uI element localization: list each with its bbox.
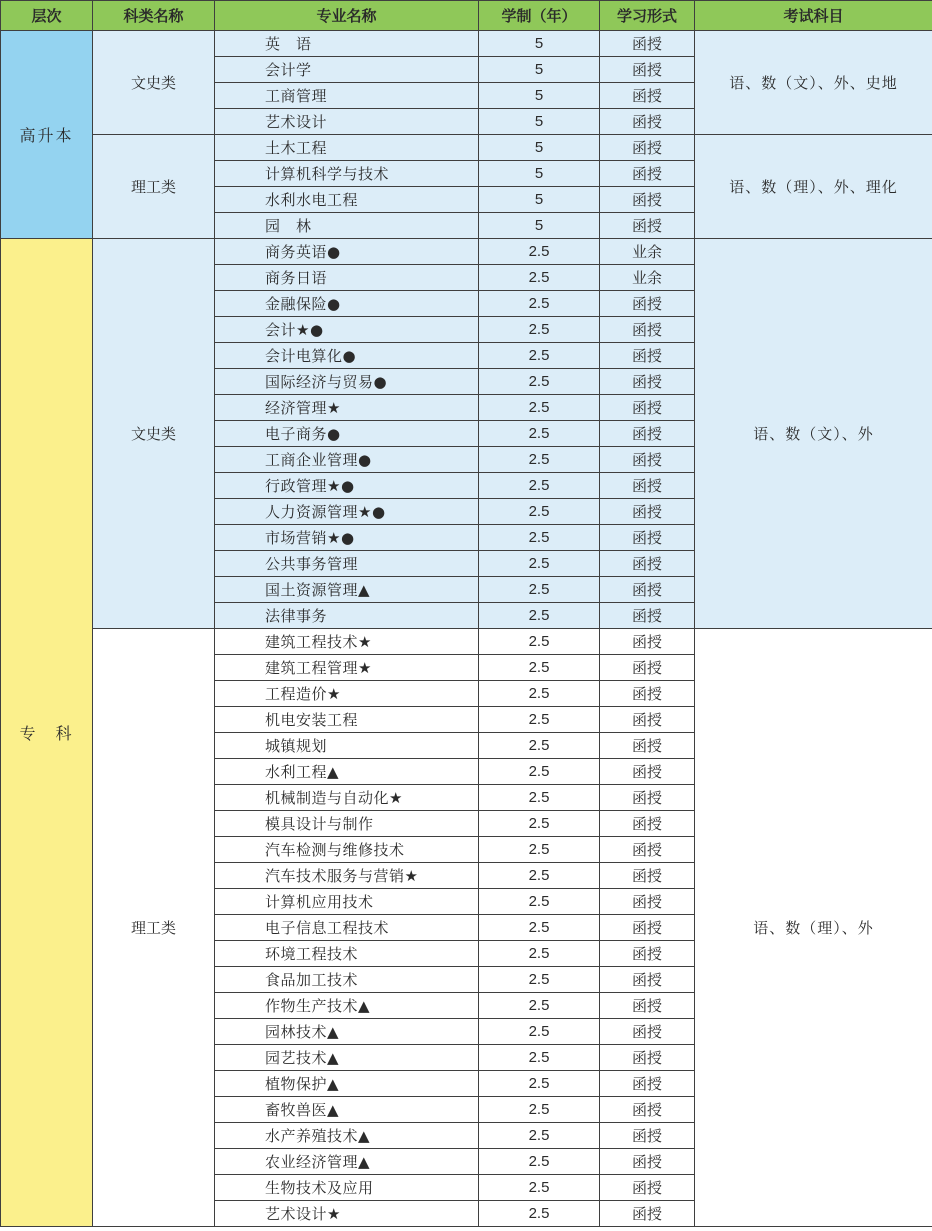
major-name-cell: 环境工程技术	[215, 941, 479, 967]
years-cell: 2.5	[479, 265, 600, 291]
table-row	[1, 629, 932, 655]
years-cell: 2.5	[479, 239, 600, 265]
years-cell: 5	[479, 161, 600, 187]
years-cell: 2.5	[479, 395, 600, 421]
years-cell: 2.5	[479, 291, 600, 317]
years-cell: 2.5	[479, 655, 600, 681]
study-mode-cell: 函授	[600, 421, 695, 447]
exam-subjects-cell: 语、数（理）、外、理化	[695, 135, 932, 239]
years-cell: 2.5	[479, 551, 600, 577]
years-cell: 2.5	[479, 707, 600, 733]
major-name-cell: 食品加工技术	[215, 967, 479, 993]
major-name-cell: 市场营销★●	[215, 525, 479, 551]
years-cell: 2.5	[479, 577, 600, 603]
study-mode-cell: 函授	[600, 291, 695, 317]
header-category: 科类名称	[93, 1, 215, 31]
major-name-cell: 艺术设计★	[215, 1201, 479, 1227]
study-mode-cell: 函授	[600, 707, 695, 733]
study-mode-cell: 函授	[600, 369, 695, 395]
years-cell: 2.5	[479, 421, 600, 447]
years-cell: 2.5	[479, 811, 600, 837]
header-exam: 考试科目	[695, 1, 932, 31]
study-mode-cell: 函授	[600, 135, 695, 161]
years-cell: 5	[479, 135, 600, 161]
major-name-cell: 机电安装工程	[215, 707, 479, 733]
years-cell: 5	[479, 31, 600, 57]
category-cell: 文史类	[93, 239, 215, 629]
major-name-cell: 城镇规划	[215, 733, 479, 759]
study-mode-cell: 函授	[600, 317, 695, 343]
study-mode-cell: 函授	[600, 1149, 695, 1175]
study-mode-cell: 函授	[600, 525, 695, 551]
years-cell: 2.5	[479, 343, 600, 369]
years-cell: 2.5	[479, 1097, 600, 1123]
level-cell: 高升本	[1, 31, 93, 239]
study-mode-cell: 函授	[600, 681, 695, 707]
years-cell: 2.5	[479, 1123, 600, 1149]
years-cell: 2.5	[479, 447, 600, 473]
study-mode-cell: 函授	[600, 967, 695, 993]
study-mode-cell: 函授	[600, 343, 695, 369]
study-mode-cell: 函授	[600, 447, 695, 473]
study-mode-cell: 函授	[600, 473, 695, 499]
years-cell: 2.5	[479, 473, 600, 499]
study-mode-cell: 函授	[600, 1071, 695, 1097]
study-mode-cell: 函授	[600, 187, 695, 213]
major-name-cell: 汽车技术服务与营销★	[215, 863, 479, 889]
major-name-cell: 国际经济与贸易●	[215, 369, 479, 395]
years-cell: 2.5	[479, 759, 600, 785]
table-row	[1, 135, 932, 161]
header-major: 专业名称	[215, 1, 479, 31]
header-mode: 学习形式	[600, 1, 695, 31]
major-name-cell: 汽车检测与维修技术	[215, 837, 479, 863]
major-name-cell: 水产养殖技术▲	[215, 1123, 479, 1149]
study-mode-cell: 业余	[600, 239, 695, 265]
study-mode-cell: 函授	[600, 395, 695, 421]
major-name-cell: 电子商务●	[215, 421, 479, 447]
major-name-cell: 计算机应用技术	[215, 889, 479, 915]
header-years: 学制（年）	[479, 1, 600, 31]
major-name-cell: 英 语	[215, 31, 479, 57]
years-cell: 2.5	[479, 1175, 600, 1201]
years-cell: 2.5	[479, 993, 600, 1019]
major-name-cell: 建筑工程管理★	[215, 655, 479, 681]
major-name-cell: 会计学	[215, 57, 479, 83]
years-cell: 2.5	[479, 317, 600, 343]
study-mode-cell: 函授	[600, 1201, 695, 1227]
study-mode-cell: 函授	[600, 785, 695, 811]
major-name-cell: 园艺技术▲	[215, 1045, 479, 1071]
major-name-cell: 水利水电工程	[215, 187, 479, 213]
major-name-cell: 艺术设计	[215, 109, 479, 135]
major-name-cell: 工程造价★	[215, 681, 479, 707]
years-cell: 2.5	[479, 733, 600, 759]
years-cell: 2.5	[479, 941, 600, 967]
study-mode-cell: 函授	[600, 1097, 695, 1123]
study-mode-cell: 函授	[600, 57, 695, 83]
years-cell: 2.5	[479, 1045, 600, 1071]
major-name-cell: 经济管理★	[215, 395, 479, 421]
category-cell: 理工类	[93, 629, 215, 1227]
years-cell: 2.5	[479, 1201, 600, 1227]
years-cell: 2.5	[479, 681, 600, 707]
major-name-cell: 工商管理	[215, 83, 479, 109]
study-mode-cell: 函授	[600, 863, 695, 889]
study-mode-cell: 函授	[600, 109, 695, 135]
level-cell: 专 科	[1, 239, 93, 1227]
table-body	[1, 31, 932, 1227]
category-cell: 理工类	[93, 135, 215, 239]
study-mode-cell: 函授	[600, 31, 695, 57]
major-name-cell: 作物生产技术▲	[215, 993, 479, 1019]
major-name-cell: 园 林	[215, 213, 479, 239]
years-cell: 2.5	[479, 603, 600, 629]
major-name-cell: 建筑工程技术★	[215, 629, 479, 655]
major-name-cell: 农业经济管理▲	[215, 1149, 479, 1175]
exam-subjects-cell: 语、数（文）、外	[695, 239, 932, 629]
years-cell: 5	[479, 187, 600, 213]
category-cell: 文史类	[93, 31, 215, 135]
exam-subjects-cell: 语、数（文）、外、史地	[695, 31, 932, 135]
study-mode-cell: 函授	[600, 551, 695, 577]
major-name-cell: 计算机科学与技术	[215, 161, 479, 187]
header-row	[1, 1, 932, 31]
years-cell: 2.5	[479, 785, 600, 811]
study-mode-cell: 函授	[600, 629, 695, 655]
years-cell: 2.5	[479, 525, 600, 551]
study-mode-cell: 函授	[600, 733, 695, 759]
years-cell: 2.5	[479, 889, 600, 915]
study-mode-cell: 函授	[600, 1019, 695, 1045]
study-mode-cell: 函授	[600, 161, 695, 187]
study-mode-cell: 函授	[600, 1123, 695, 1149]
years-cell: 2.5	[479, 967, 600, 993]
table-row	[1, 31, 932, 57]
years-cell: 2.5	[479, 863, 600, 889]
table-row	[1, 239, 932, 265]
major-name-cell: 法律事务	[215, 603, 479, 629]
study-mode-cell: 函授	[600, 83, 695, 109]
study-mode-cell: 函授	[600, 213, 695, 239]
exam-subjects-cell: 语、数（理）、外	[695, 629, 932, 1227]
years-cell: 5	[479, 213, 600, 239]
study-mode-cell: 函授	[600, 889, 695, 915]
major-name-cell: 工商企业管理●	[215, 447, 479, 473]
years-cell: 5	[479, 83, 600, 109]
major-name-cell: 人力资源管理★●	[215, 499, 479, 525]
years-cell: 2.5	[479, 1071, 600, 1097]
study-mode-cell: 业余	[600, 265, 695, 291]
study-mode-cell: 函授	[600, 811, 695, 837]
major-name-cell: 园林技术▲	[215, 1019, 479, 1045]
major-name-cell: 水利工程▲	[215, 759, 479, 785]
major-name-cell: 金融保险●	[215, 291, 479, 317]
study-mode-cell: 函授	[600, 655, 695, 681]
years-cell: 2.5	[479, 837, 600, 863]
years-cell: 2.5	[479, 629, 600, 655]
major-name-cell: 电子信息工程技术	[215, 915, 479, 941]
study-mode-cell: 函授	[600, 499, 695, 525]
major-name-cell: 畜牧兽医▲	[215, 1097, 479, 1123]
major-name-cell: 国土资源管理▲	[215, 577, 479, 603]
study-mode-cell: 函授	[600, 603, 695, 629]
study-mode-cell: 函授	[600, 1045, 695, 1071]
years-cell: 2.5	[479, 499, 600, 525]
years-cell: 5	[479, 57, 600, 83]
study-mode-cell: 函授	[600, 915, 695, 941]
study-mode-cell: 函授	[600, 837, 695, 863]
study-mode-cell: 函授	[600, 1175, 695, 1201]
years-cell: 2.5	[479, 369, 600, 395]
header-level: 层次	[1, 1, 93, 31]
major-name-cell: 模具设计与制作	[215, 811, 479, 837]
study-mode-cell: 函授	[600, 577, 695, 603]
study-mode-cell: 函授	[600, 941, 695, 967]
major-name-cell: 土木工程	[215, 135, 479, 161]
study-mode-cell: 函授	[600, 993, 695, 1019]
major-name-cell: 会计★●	[215, 317, 479, 343]
major-name-cell: 植物保护▲	[215, 1071, 479, 1097]
years-cell: 2.5	[479, 1019, 600, 1045]
major-name-cell: 行政管理★●	[215, 473, 479, 499]
major-name-cell: 商务日语	[215, 265, 479, 291]
major-name-cell: 生物技术及应用	[215, 1175, 479, 1201]
major-name-cell: 会计电算化●	[215, 343, 479, 369]
years-cell: 5	[479, 109, 600, 135]
study-mode-cell: 函授	[600, 759, 695, 785]
years-cell: 2.5	[479, 1149, 600, 1175]
major-name-cell: 公共事务管理	[215, 551, 479, 577]
major-name-cell: 机械制造与自动化★	[215, 785, 479, 811]
major-name-cell: 商务英语●	[215, 239, 479, 265]
years-cell: 2.5	[479, 915, 600, 941]
